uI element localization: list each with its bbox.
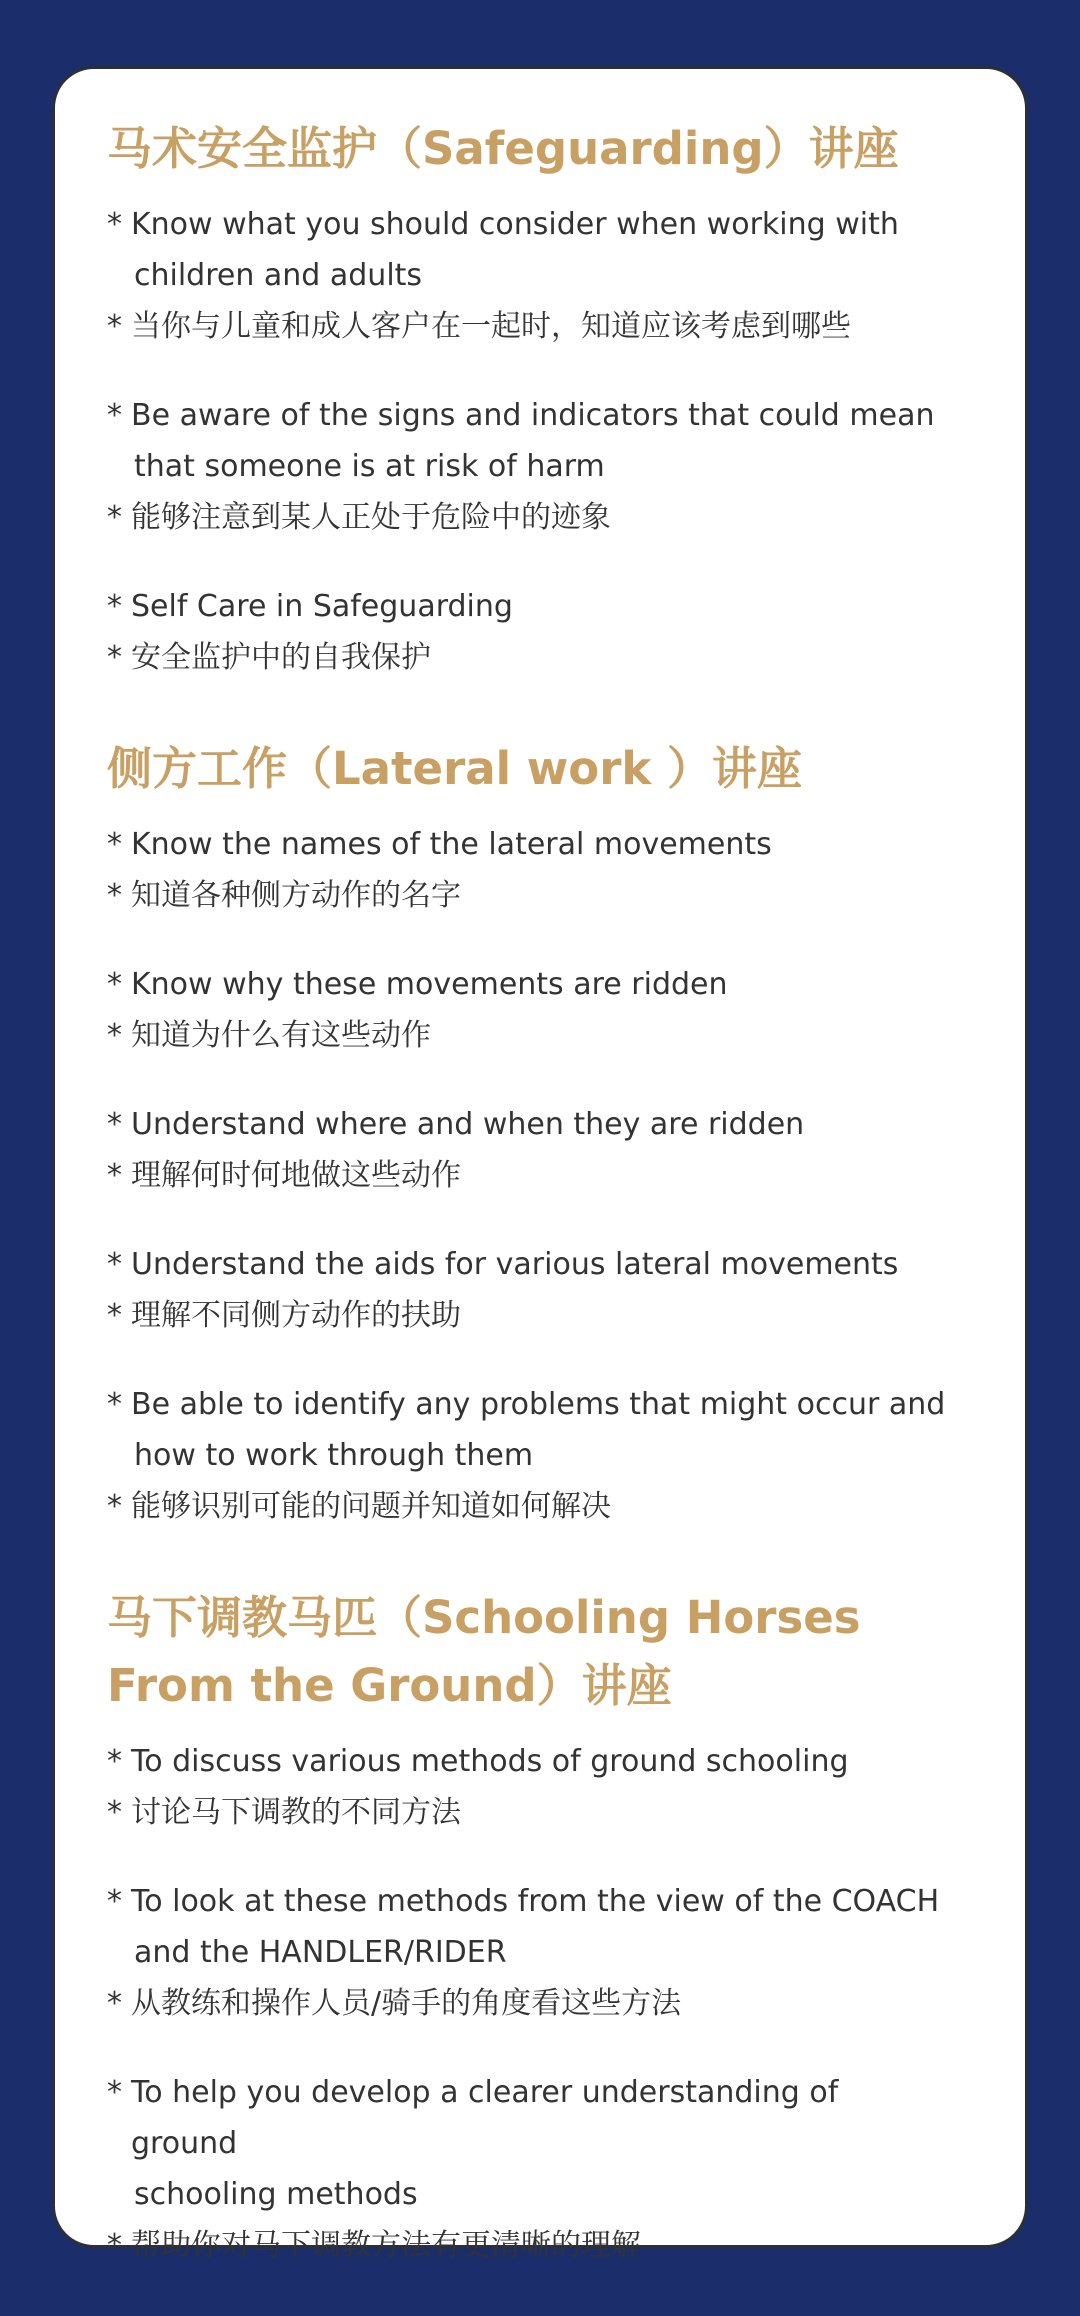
bullet-star: * (107, 967, 122, 1002)
bullet-zh: * 能够识别可能的问题并知道如何解决 (107, 1481, 1025, 1532)
bullet-star: * (107, 2075, 122, 2110)
bullet-en: * To discuss various methods of ground schooling (107, 1736, 1025, 1787)
bullet-en: * To look at these methods from the view of the COACH (107, 1876, 1025, 1927)
bullet-zh: * 知道各种侧方动作的名字 (107, 870, 1025, 921)
bullet-en-continuation: children and adults (134, 258, 423, 293)
bullet-star: * (107, 1158, 122, 1193)
bullet-star: * (107, 1247, 122, 1282)
bullet-star: * (107, 1018, 122, 1053)
bullet-star: * (107, 1744, 122, 1779)
bullet-star: * (107, 1387, 122, 1422)
bullet-star: * (107, 1795, 122, 1830)
bullet-en-continuation: how to work through them (134, 1438, 534, 1473)
bullet-en-continuation: that someone is at risk of harm (134, 449, 605, 484)
bullet-star: * (107, 589, 122, 624)
bullet-star: * (107, 1986, 122, 2021)
content-card (52, 66, 1028, 2263)
bullet-zh: * 理解何时何地做这些动作 (107, 1150, 1025, 1201)
bullet-group (107, 581, 1025, 683)
bullet-star: * (107, 827, 122, 862)
bullet-list (107, 1736, 1025, 2271)
bullet-group (107, 1239, 1025, 1341)
bullet-star: * (107, 878, 122, 913)
bullet-zh: * 安全监护中的自我保护 (107, 632, 1025, 683)
bullet-star: * (107, 207, 122, 242)
bullet-en-continuation: schooling methods (134, 2177, 418, 2212)
bullet-en: * Be aware of the signs and indicators that could mean (107, 390, 1025, 441)
bullet-group (107, 1876, 1025, 2029)
bullet-star: * (107, 398, 122, 433)
section-safeguarding (107, 115, 1025, 683)
bullet-en: * Be able to identify any problems that might occur and (107, 1379, 1025, 1430)
bullet-group (107, 2067, 1025, 2271)
bullet-star: * (107, 1489, 122, 1524)
bullet-group (107, 819, 1025, 921)
bullet-group (107, 199, 1025, 352)
bullet-star: * (107, 500, 122, 535)
bullet-zh: * 知道为什么有这些动作 (107, 1010, 1025, 1061)
bullet-en: * To help you develop a clearer understanding of ground (107, 2067, 1025, 2169)
bullet-zh: * 能够注意到某人正处于危险中的迹象 (107, 492, 1025, 543)
bullet-zh: * 讨论马下调教的不同方法 (107, 1787, 1025, 1838)
section-title: 侧方工作（Lateral work ）讲座 (107, 742, 802, 795)
bullet-group (107, 1099, 1025, 1201)
bullet-en: * Self Care in Safeguarding (107, 581, 1025, 632)
bullet-star: * (107, 1107, 122, 1142)
bullet-group (107, 959, 1025, 1061)
bullet-star: * (107, 2228, 122, 2263)
bullet-zh: * 帮助你对马下调教方法有更清晰的理解 (107, 2220, 1025, 2271)
section-lateral-work (107, 735, 1025, 1532)
bullet-en-continuation: and the HANDLER/RIDER (134, 1935, 507, 1970)
section-schooling-horses (107, 1584, 1025, 2271)
bullet-star: * (107, 1298, 122, 1333)
bullet-en: * Know what you should consider when working with (107, 199, 1025, 250)
bullet-list (107, 819, 1025, 1532)
bullet-en: * Understand the aids for various lateral movements (107, 1239, 1025, 1290)
bullet-star: * (107, 640, 122, 675)
bullet-list (107, 199, 1025, 683)
bullet-star: * (107, 1884, 122, 1919)
bullet-en: * Understand where and when they are ridden (107, 1099, 1025, 1150)
bullet-group (107, 1379, 1025, 1532)
bullet-zh: * 从教练和操作人员/骑手的角度看这些方法 (107, 1978, 1025, 2029)
bullet-zh: * 当你与儿童和成人客户在一起时，知道应该考虑到哪些 (107, 301, 1025, 352)
bullet-star: * (107, 309, 122, 344)
bullet-group (107, 1736, 1025, 1838)
bullet-en: * Know the names of the lateral movements (107, 819, 1025, 870)
section-title: 马术安全监护（Safeguarding）讲座 (107, 122, 899, 175)
bullet-en: * Know why these movements are ridden (107, 959, 1025, 1010)
bullet-zh: * 理解不同侧方动作的扶助 (107, 1290, 1025, 1341)
bullet-group (107, 390, 1025, 543)
section-title: 马下调教马匹（Schooling Horses From the Ground）讲座 (107, 1591, 861, 1712)
